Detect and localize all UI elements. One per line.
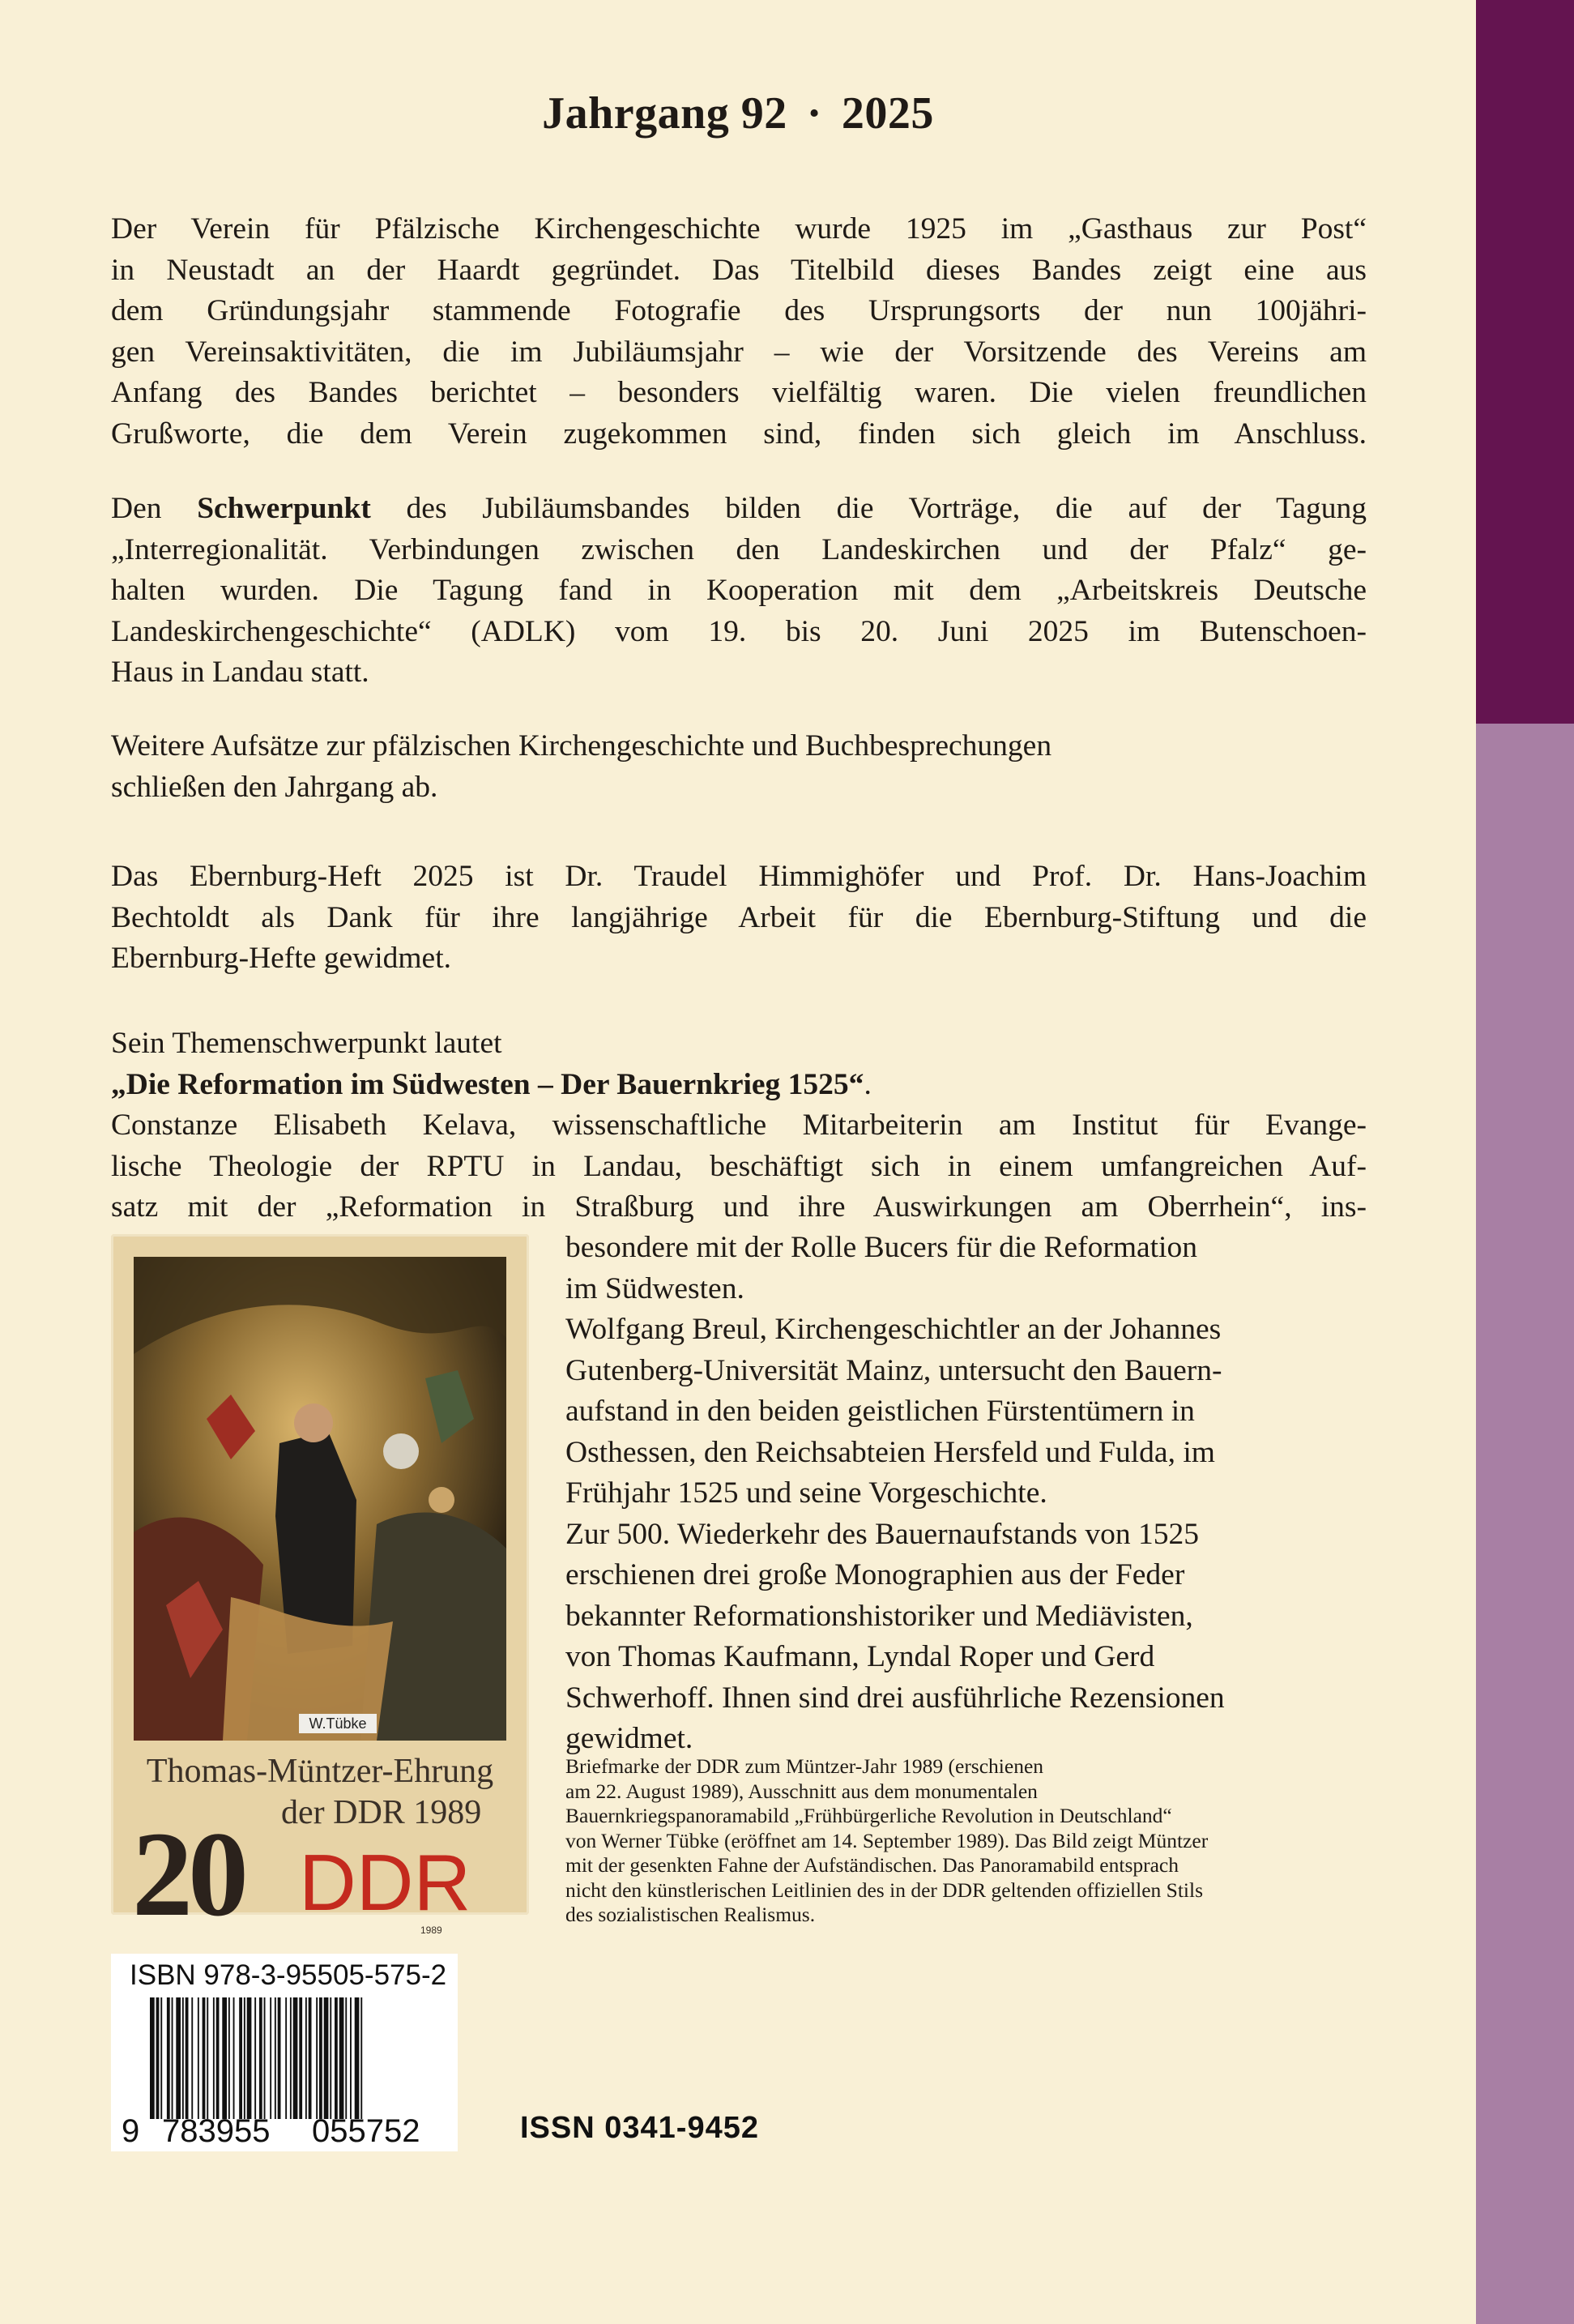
text-line: Gutenberg-Universität Mainz, untersucht den Bauern- <box>565 1353 1222 1387</box>
text-line: lische Theologie der RPTU in Landau, beschäftigt sich in einem umfangreichen Auf- <box>111 1149 1367 1183</box>
barcode-bar <box>244 1997 245 2119</box>
text-line: Osthessen, den Reichsabteien Hersfeld und Fulda, im <box>565 1435 1215 1469</box>
text-line: satz mit der „Reformation in Straßburg und ihre Auswirkungen am Oberrhein“, ins- <box>111 1190 1367 1224</box>
theme-period: . <box>864 1067 872 1101</box>
barcode-bar <box>330 1997 331 2119</box>
barcode-bar <box>150 1997 155 2119</box>
barcode-bar <box>275 1997 276 2119</box>
barcode-bar <box>270 1997 271 2119</box>
barcode-bar <box>198 1997 199 2119</box>
barcode-bar <box>345 1997 347 2119</box>
ddr-stamp <box>111 1234 529 1942</box>
barcode-bar <box>316 1997 318 2119</box>
barcode-bar <box>339 1997 344 2119</box>
barcode-bar <box>259 1997 262 2119</box>
text-line: in Neustadt an der Haardt gegründet. Das Titelbild dieses Bandes zeigt eine aus <box>111 253 1367 287</box>
text-line: Wolfgang Breul, Kirchengeschichtler an der Johannes <box>565 1313 1222 1346</box>
barcode-bar <box>216 1997 220 2119</box>
isbn-label: ISBN 978-3-95505-575-2 <box>130 1959 447 1991</box>
issn-label: ISSN 0341-9452 <box>520 2111 759 2145</box>
stamp-title: Thomas-Müntzer-Ehrung <box>146 1753 494 1790</box>
barcode-digit-first: 9 <box>122 2113 140 2149</box>
barcode-bar <box>335 1997 338 2119</box>
text-line: Anfang des Bandes berichtet – besonders vielfältig waren. Die vielen freundlichen <box>111 376 1367 409</box>
text-line: Bechtoldt als Dank für ihre langjährige Arbeit für die Ebernburg-Stiftung und die <box>111 900 1367 934</box>
stamp-caption <box>565 1754 1376 1928</box>
text-line: schließen den Jahrgang ab. <box>111 770 438 804</box>
barcode-bar <box>355 1997 360 2119</box>
text-line: Constanze Elisabeth Kelava, wissenschaftliche Mitarbeiterin am Institut für Evange- <box>111 1109 1367 1142</box>
barcode-bar <box>228 1997 230 2119</box>
barcode-bar <box>319 1997 322 2119</box>
paragraph-essays <box>111 726 1367 808</box>
paragraph-founding <box>111 209 1367 455</box>
text-line: Weitere Aufsätze zur pfälzischen Kirchengeschichte und Buchbesprechungen <box>111 729 1052 763</box>
barcode-bar <box>191 1997 193 2119</box>
barcode-bar <box>324 1997 329 2119</box>
color-band-dark <box>1476 0 1574 724</box>
theme-title: „Die Reformation im Südwesten – Der Bauernkrieg 1525“ <box>111 1067 864 1101</box>
barcode-bar <box>239 1997 242 2119</box>
barcode-bar <box>278 1997 281 2119</box>
barcode-bar <box>299 1997 302 2119</box>
barcode-bar <box>222 1997 227 2119</box>
barcode-bar <box>182 1997 184 2119</box>
paragraph-focus <box>111 489 1367 694</box>
stamp-painting <box>134 1257 506 1741</box>
text-line: Haus in Landau statt. <box>111 656 369 689</box>
volume-label: Jahrgang 92 <box>542 88 787 139</box>
text-line: „Interregionalität. Verbindungen zwischen den Landeskirchen und der Pfalz“ ge- <box>111 532 1367 566</box>
barcode-bar <box>156 1997 160 2119</box>
color-band-light <box>1476 724 1574 2324</box>
text-line: Schwerhoff. Ihnen sind drei ausführliche Rezensionen <box>565 1681 1225 1715</box>
text-line: Landeskirchengeschichte“ (ADLK) vom 19. bis 20. Juni 2025 im Butenschoen- <box>111 614 1367 648</box>
text-line: Frühjahr 1525 und seine Vorgeschichte. <box>565 1476 1047 1510</box>
text-bold-focus: Schwerpunkt <box>197 492 371 525</box>
paragraph-theme <box>111 1023 1367 1228</box>
barcode-bar <box>233 1997 235 2119</box>
barcode-bar <box>167 1997 170 2119</box>
text-line: Der Verein für Pfälzische Kirchengeschichte wurde 1925 im „Gasthaus zur Post“ <box>111 212 1367 246</box>
barcode-bar <box>360 1997 362 2119</box>
stamp-subtitle: der DDR 1989 <box>281 1794 482 1831</box>
caption-line: mit der gesenkten Fahne der Aufständischen. Das Panoramabild entsprach <box>565 1853 1179 1877</box>
text-line: Grußworte, die dem Verein zugekommen sind, finden sich gleich im Anschluss. <box>111 417 1367 451</box>
volume-year: 2025 <box>841 88 934 139</box>
barcode-bar <box>350 1997 352 2119</box>
barcode-bar <box>172 1997 173 2119</box>
stamp-print-year: 1989 <box>420 1925 442 1936</box>
caption-line: am 22. August 1989), Ausschnitt aus dem monumentalen <box>565 1779 1038 1803</box>
text-line <box>111 1065 1367 1106</box>
text-line: von Thomas Kaufmann, Lyndal Roper und Gerd <box>565 1640 1155 1673</box>
text-line: Ebernburg-Hefte gewidmet. <box>111 942 451 975</box>
text-line <box>111 489 1367 530</box>
barcode <box>150 1997 450 2119</box>
stamp-signature: W.Tübke <box>299 1714 377 1733</box>
caption-line: Briefmarke der DDR zum Müntzer-Jahr 1989 (erschienen <box>565 1754 1044 1778</box>
caption-line: nicht den künstlerischen Leitlinien des in der DDR geltenden offiziellen Stils <box>565 1878 1204 1902</box>
barcode-bar <box>305 1997 307 2119</box>
title-separator: · <box>806 88 822 139</box>
barcode-bar <box>309 1997 312 2119</box>
stamp-value: 20 <box>132 1807 244 1942</box>
paragraph-theme-column <box>565 1228 1367 1760</box>
text-line: im Südwesten. <box>565 1271 744 1305</box>
barcode-bar <box>290 1997 292 2119</box>
text-line: gen Vereinsaktivitäten, die im Jubiläumsjahr – wie der Vorsitzende des Vereins am <box>111 335 1367 369</box>
text-rest: des Jubiläumsbandes bilden die Vorträge, die auf der Tagung <box>370 492 1367 525</box>
text-line: dem Gründungsjahr stammende Fotografie des Ursprungsorts der nun 100jähri- <box>111 294 1367 327</box>
barcode-bar <box>213 1997 215 2119</box>
text-line: gewidmet. <box>565 1722 693 1755</box>
barcode-bar <box>207 1997 208 2119</box>
barcode-digits-left: 783955 <box>162 2113 271 2149</box>
barcode-bar <box>186 1997 189 2119</box>
text-lead: Den <box>111 492 198 525</box>
volume-title <box>0 88 1476 139</box>
barcode-bar <box>264 1997 266 2119</box>
text-line: halten wurden. Die Tagung fand in Kooperation mit dem „Arbeitskreis Deutsche <box>111 574 1367 607</box>
text-line: aufstand in den beiden geistlichen Fürstentümern in <box>565 1395 1195 1428</box>
barcode-bar <box>176 1997 181 2119</box>
barcode-bar <box>160 1997 162 2119</box>
barcode-bar <box>203 1997 206 2119</box>
text-line: Zur 500. Wiederkehr des Bauernaufstands von 1525 <box>565 1517 1199 1551</box>
text-line: Das Ebernburg-Heft 2025 ist Dr. Traudel Himmighöfer und Prof. Dr. Hans-Joachim <box>111 860 1367 893</box>
paragraph-dedication <box>111 857 1367 980</box>
text-line: bekannter Reformationshistoriker und Mediävisten, <box>565 1599 1193 1633</box>
text-line: erschienen drei große Monographien aus der Feder <box>565 1558 1185 1591</box>
text-line: Sein Themenschwerpunkt lautet <box>111 1027 502 1060</box>
caption-line: von Werner Tübke (eröffnet am 14. September 1989). Das Bild zeigt Müntzer <box>565 1828 1209 1852</box>
barcode-bar <box>285 1997 287 2119</box>
barcode-digits-right: 055752 <box>312 2113 420 2149</box>
barcode-bar <box>247 1997 252 2119</box>
barcode-bar <box>293 1997 298 2119</box>
caption-line: des sozialistischen Realismus. <box>565 1903 816 1926</box>
stamp-country: DDR <box>299 1838 471 1927</box>
caption-line: Bauernkriegspanoramabild „Frühbürgerliche Revolution in Deutschland“ <box>565 1804 1172 1827</box>
text-line: besondere mit der Rolle Bucers für die Reformation <box>565 1231 1197 1264</box>
barcode-bar <box>254 1997 256 2119</box>
